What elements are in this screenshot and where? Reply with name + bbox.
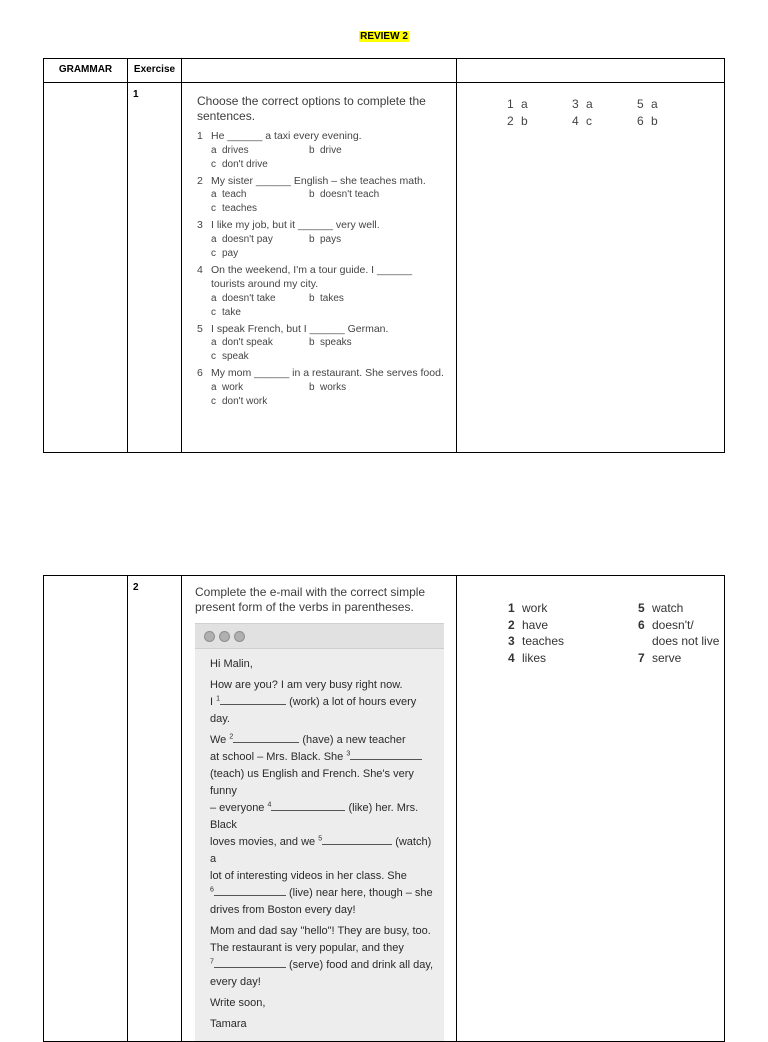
option-letter: a <box>211 381 217 393</box>
option-letter: b <box>309 233 315 245</box>
answer-number: 1 <box>507 97 514 111</box>
question-options <box>197 381 448 409</box>
answer-number: 5 <box>637 97 644 111</box>
answer-item <box>637 114 702 131</box>
option <box>309 336 407 350</box>
answer-value: serve <box>652 650 682 665</box>
email-body <box>195 649 444 1041</box>
option-text: takes <box>320 292 344 304</box>
question-number: 6 <box>197 367 203 379</box>
email-window <box>195 623 444 1041</box>
option-letter: b <box>309 381 315 393</box>
answer-value: b <box>521 114 528 128</box>
window-dot-icon <box>204 631 215 642</box>
answer-number: 2 <box>508 617 515 632</box>
answer-number <box>638 633 652 650</box>
answer-number: 2 <box>507 114 514 128</box>
answer-item <box>507 114 572 131</box>
answer-item <box>508 600 564 617</box>
email-signature: Tamara <box>210 1018 247 1030</box>
exercise-instruction: Choose the correct options to complete the sentences. <box>197 94 426 123</box>
answer-number: 4 <box>572 114 579 128</box>
option-text: work <box>222 381 244 393</box>
option <box>211 350 309 364</box>
answer-number: 3 <box>508 634 515 648</box>
question-text: I speak French, but I ______ German. <box>211 322 389 335</box>
answer-item <box>638 600 719 617</box>
option <box>309 144 407 158</box>
option-letter: b <box>309 292 315 304</box>
answer-item <box>637 97 702 114</box>
email-paragraph-3: Mom and dad say "hello"! They are busy, too. The restaurant is very popular, and they $^7$ (serve) food and drink all day, every day! <box>210 925 434 988</box>
exercise-number: 1 <box>128 83 182 453</box>
answer-value: have <box>522 617 549 632</box>
page-title: REVIEW 2 <box>360 31 408 42</box>
exercise-number: 2 <box>128 576 182 1042</box>
answer-key <box>457 576 725 1042</box>
question-text: He ______ a taxi every evening. <box>211 130 362 142</box>
exercise-instruction: Complete the e-mail with the correct simple present form of the verbs in parentheses. <box>195 585 426 614</box>
option-letter: c <box>211 203 216 214</box>
question-options <box>197 144 448 172</box>
answer-value: doesn't/ <box>652 617 694 632</box>
question-item <box>197 322 448 365</box>
option <box>211 306 309 320</box>
email-paragraph-1: How are you? I am very busy right now. I $^1$ (work) a lot of hours every day. <box>210 679 417 725</box>
option <box>309 233 407 247</box>
question-text: I like my job, but it ______ very well. <box>211 219 380 231</box>
answer-row <box>507 97 724 114</box>
option <box>309 381 407 395</box>
answer-number: 1 <box>508 601 515 615</box>
window-dot-icon <box>219 631 230 642</box>
option <box>211 144 309 158</box>
question-options <box>197 336 448 364</box>
option <box>211 202 309 216</box>
exercise-header: Exercise <box>128 59 182 83</box>
option-text: don't work <box>222 395 268 407</box>
question-text: My sister ______ English – she teaches math. <box>211 174 426 187</box>
answer-item <box>508 617 564 634</box>
blank-4 <box>271 800 345 811</box>
answer-value: work <box>522 601 548 615</box>
option-text: doesn't pay <box>222 233 273 245</box>
blank-3 <box>350 749 422 760</box>
option-letter: a <box>211 337 217 348</box>
answer-item <box>508 650 564 667</box>
option <box>211 381 309 395</box>
exercise-2-content <box>182 576 456 1041</box>
option-letter: c <box>211 158 216 170</box>
email-paragraph-2: We $^2$ (have) a new teacher at school – Mrs. Black. She $^3$ (teach) us English and French. She's very funny – everyone $^4$ (like) her. Mrs. Black loves movies, and we $^5$ (watch) a lot of interesting videos in her class. She $^6$ (live) near here, though – she drives from Boston every day! <box>210 733 433 916</box>
answer-item <box>572 114 637 131</box>
answer-number: 3 <box>572 97 579 111</box>
option <box>211 336 309 350</box>
option-letter: b <box>309 189 315 200</box>
question-number: 3 <box>197 219 203 231</box>
option-letter: a <box>211 233 217 245</box>
option-text: pay <box>222 247 239 259</box>
question-number: 1 <box>197 130 203 142</box>
answer-value: a <box>651 97 658 111</box>
answer-number: 6 <box>637 114 644 128</box>
question-item <box>197 366 448 409</box>
option-text: speaks <box>320 337 352 348</box>
window-dot-icon <box>234 631 245 642</box>
question-list <box>197 129 448 409</box>
answer-item <box>572 97 637 114</box>
option-text: speak <box>222 351 249 362</box>
option-letter: a <box>211 189 217 200</box>
option-text: drive <box>320 144 342 156</box>
blank-6 <box>214 885 286 896</box>
option <box>211 158 309 172</box>
answer-value: watch <box>652 601 684 615</box>
option-letter: a <box>211 144 217 156</box>
option-letter: b <box>309 144 315 156</box>
option <box>211 247 309 261</box>
answer-value: a <box>521 97 528 111</box>
question-item <box>197 218 448 261</box>
option-text: don't drive <box>222 158 268 170</box>
option-letter: c <box>211 395 216 407</box>
answer-value: does not live <box>652 634 720 648</box>
option-letter: a <box>211 292 217 304</box>
answer-number: 5 <box>638 601 645 615</box>
answer-item <box>638 633 719 650</box>
email-closing: Write soon, <box>210 997 266 1009</box>
answer-row <box>507 114 724 131</box>
question-item <box>197 174 448 217</box>
question-text: My mom ______ in a restaurant. She serves food. <box>211 367 444 379</box>
option-letter: b <box>309 337 315 348</box>
answer-item <box>638 650 719 667</box>
option-letter: c <box>211 351 216 362</box>
answer-key <box>457 83 725 453</box>
answer-value: teaches <box>522 634 565 648</box>
question-options <box>197 233 448 261</box>
review-table-2 <box>43 575 725 1042</box>
answer-value: a <box>586 97 593 111</box>
question-options <box>197 292 448 320</box>
option-text: works <box>320 381 347 393</box>
answer-number: 7 <box>638 650 645 665</box>
answer-number: 6 <box>638 617 645 632</box>
question-item <box>197 129 448 172</box>
answer-value: likes <box>522 650 547 665</box>
option-text: doesn't teach <box>320 189 380 200</box>
option-letter: c <box>211 247 216 259</box>
option <box>211 395 309 409</box>
option-text: don't speak <box>222 337 273 348</box>
answer-item <box>638 617 719 634</box>
option-text: drives <box>222 144 249 156</box>
blank-2 <box>233 732 299 743</box>
exercise-1-content <box>182 83 456 409</box>
option-letter: c <box>211 306 216 318</box>
option <box>309 188 407 202</box>
blank-7 <box>214 957 286 968</box>
option-text: teach <box>222 189 247 200</box>
option <box>211 188 309 202</box>
option-text: teaches <box>222 203 258 214</box>
answer-item <box>507 97 572 114</box>
option <box>309 292 407 306</box>
option-text: doesn't take <box>222 292 276 304</box>
option-text: take <box>222 306 241 318</box>
email-greeting: Hi Malin, <box>210 658 253 670</box>
question-number: 2 <box>197 174 203 187</box>
grammar-header: GRAMMAR <box>44 59 128 83</box>
blank-5 <box>322 834 392 845</box>
answer-value: c <box>586 114 592 128</box>
question-item <box>197 263 448 320</box>
question-number: 4 <box>197 263 203 276</box>
window-controls <box>195 624 444 649</box>
question-text: On the weekend, I'm a tour guide. I ______ tourists around my city. <box>211 263 413 290</box>
answer-number: 4 <box>508 650 515 665</box>
question-options <box>197 188 448 216</box>
review-table-1 <box>43 58 725 453</box>
option <box>211 292 309 306</box>
blank-1 <box>220 694 286 705</box>
option-text: pays <box>320 233 342 245</box>
question-number: 5 <box>197 322 203 335</box>
option <box>211 233 309 247</box>
answer-value: b <box>651 114 658 128</box>
answer-item <box>508 633 564 650</box>
